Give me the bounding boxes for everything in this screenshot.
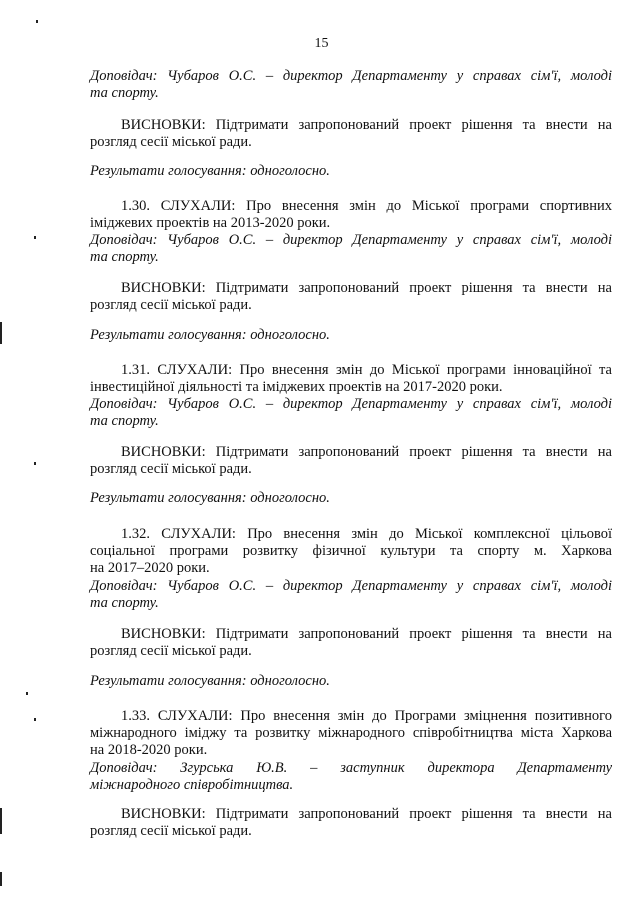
italic-paragraph (90, 760, 612, 794)
text-line: розгляд сесії міської ради. (90, 823, 252, 839)
text-line: Доповідач: Чубаров О.С. – директор Департаменту у справах сім'ї, молоді (90, 232, 612, 248)
text-line: ВИСНОВКИ: Підтримати запропонований проект рішення та внести на (121, 280, 612, 296)
italic-paragraph (90, 163, 612, 180)
text-line: та спорту. (90, 85, 159, 101)
text-line: інвестиційної діяльності та іміджевих проектів на 2017-2020 роки. (90, 379, 503, 395)
text-line: та спорту. (90, 249, 159, 265)
text-line: розгляд сесії міської ради. (90, 643, 252, 659)
text-line: ВИСНОВКИ: Підтримати запропонований проект рішення та внести на (121, 626, 612, 642)
text-line: соціальної програми розвитку фізичної культури та спорту м. Харкова (90, 543, 612, 559)
italic-paragraph (90, 327, 612, 344)
text-line: та спорту. (90, 595, 159, 611)
scan-mark (26, 692, 28, 695)
text-line: міжнародного іміджу та розвитку міжнародного співробітництва міста Харкова (90, 725, 612, 741)
text-line: розгляд сесії міської ради. (90, 297, 252, 313)
text-line: іміджевих проектів на 2013-2020 роки. (90, 215, 331, 231)
text-line: та спорту. (90, 413, 159, 429)
text-line: на 2018-2020 роки. (90, 742, 208, 758)
paragraph (90, 198, 612, 232)
italic-paragraph (90, 68, 612, 102)
text-line: Результати голосування: одноголосно. (90, 327, 330, 343)
text-line: розгляд сесії міської ради. (90, 134, 252, 150)
scan-mark (0, 872, 2, 886)
paragraph (90, 362, 612, 396)
scan-mark (0, 322, 2, 344)
text-line: ВИСНОВКИ: Підтримати запропонований проект рішення та внести на (121, 117, 612, 133)
paragraph (90, 806, 612, 840)
paragraph (90, 280, 612, 314)
text-line: Доповідач: Чубаров О.С. – директор Департаменту у справах сім'ї, молоді (90, 396, 612, 412)
scan-mark (34, 718, 36, 721)
paragraph (90, 708, 612, 759)
text-line: 1.31. СЛУХАЛИ: Про внесення змін до Міської програми інноваційної та (121, 362, 612, 378)
scan-mark (34, 462, 36, 465)
paragraph (90, 444, 612, 478)
text-line: Результати голосування: одноголосно. (90, 490, 330, 506)
italic-paragraph (90, 578, 612, 612)
paragraph (90, 626, 612, 660)
text-line: розгляд сесії міської ради. (90, 461, 252, 477)
text-line: міжнародного співробітництва. (90, 777, 294, 793)
paragraph (90, 526, 612, 577)
page-number: 15 (314, 36, 329, 51)
italic-paragraph (90, 490, 612, 507)
italic-paragraph (90, 673, 612, 690)
scan-mark (36, 20, 38, 23)
scan-mark (0, 808, 2, 834)
text-line: ВИСНОВКИ: Підтримати запропонований проект рішення та внести на (121, 444, 612, 460)
text-line: на 2017–2020 роки. (90, 560, 210, 576)
italic-paragraph (90, 396, 612, 430)
text-line: Доповідач: Чубаров О.С. – директор Департаменту у справах сім'ї, молоді (90, 68, 612, 84)
text-line: Доповідач: Чубаров О.С. – директор Департаменту у справах сім'ї, молоді (90, 578, 612, 594)
text-line: 1.33. СЛУХАЛИ: Про внесення змін до Програми зміцнення позитивного (121, 708, 612, 724)
text-line: Результати голосування: одноголосно. (90, 163, 330, 179)
text-line: Результати голосування: одноголосно. (90, 673, 330, 689)
text-line: 1.32. СЛУХАЛИ: Про внесення змін до Міської комплексної цільової (121, 526, 612, 542)
text-line: Доповідач: Згурська Ю.В. – заступник директора Департаменту (90, 760, 612, 776)
italic-paragraph (90, 232, 612, 266)
paragraph (90, 117, 612, 151)
text-line: ВИСНОВКИ: Підтримати запропонований проект рішення та внести на (121, 806, 612, 822)
scan-mark (34, 236, 36, 239)
text-line: 1.30. СЛУХАЛИ: Про внесення змін до Міської програми спортивних (121, 198, 612, 214)
